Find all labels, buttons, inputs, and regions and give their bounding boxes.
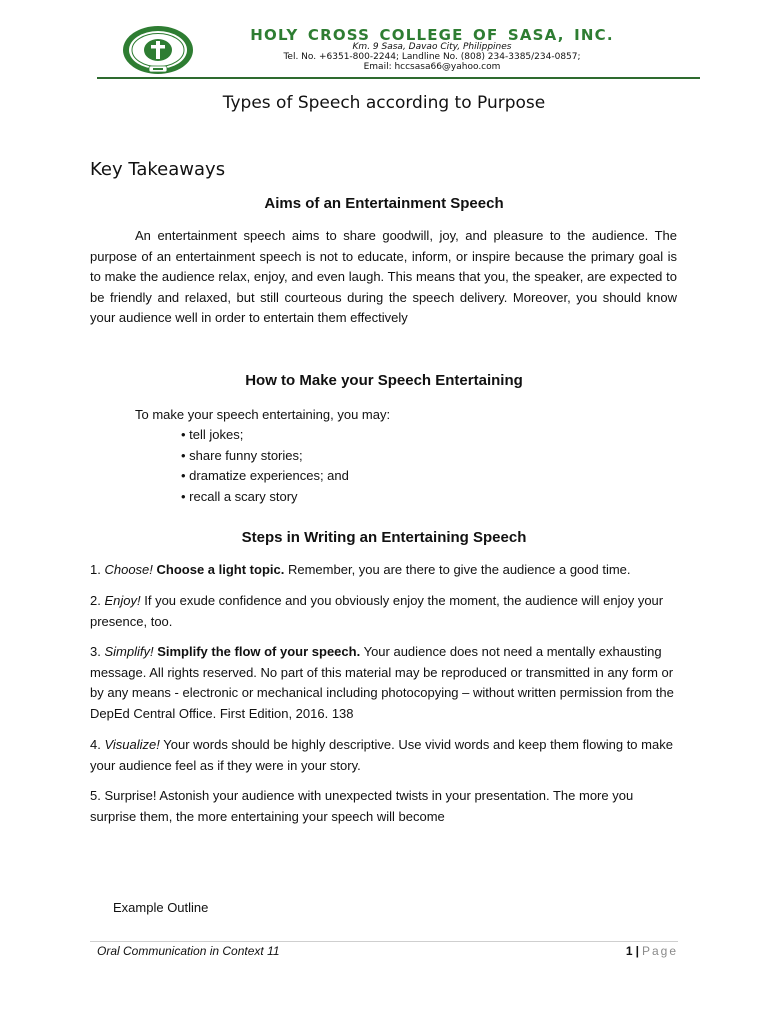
example-outline: Example Outline [113, 900, 209, 915]
step-text: Remember, you are there to give the audience a good time. [287, 562, 631, 577]
footer-course-title: Oral Communication in Context 11 [97, 944, 280, 958]
step-cue: Choose! [104, 562, 153, 577]
college-seal-icon [121, 24, 195, 76]
step-5 [90, 786, 680, 827]
page-separator: | [635, 944, 639, 958]
step-3 [90, 642, 680, 724]
step-text: If you exude confidence and you obviously enjoy the moment, the audience will enjoy your presence, too. [90, 593, 664, 629]
school-address: Km. 9 Sasa, Davao City, Philippines [352, 42, 512, 52]
list-item: • recall a scary story [181, 488, 298, 504]
step-cue: Simplify! [104, 644, 154, 659]
how-to-heading: How to Make your Speech Entertaining [245, 372, 523, 389]
page-number: 1 [625, 944, 633, 958]
step-number: 3. [90, 644, 101, 659]
step-title: Simplify the flow of your speech. [157, 644, 361, 659]
list-item: • share funny stories; [181, 447, 303, 463]
aims-heading: Aims of an Entertainment Speech [264, 195, 504, 212]
step-number: 4. [90, 737, 101, 752]
step-4 [90, 735, 680, 776]
list-item: • dramatize experiences; and [181, 468, 349, 483]
page-label: Page [641, 944, 678, 958]
step-cue: Visualize! [104, 737, 160, 752]
step-1 [90, 560, 680, 581]
steps-heading: Steps in Writing an Entertaining Speech [241, 529, 527, 546]
footer-page-indicator [626, 944, 678, 958]
header-divider [97, 77, 700, 79]
step-text: Your audience does not need a mentally exhausting message. All rights reserved. No part of this material may be reproduced or transmitted in any form or by any means - electronic or mechanical including photocopying – without written permission from the DepEd Central Office. First Edition, 2016. 138 [90, 644, 674, 721]
school-name: HOLY CROSS COLLEGE OF SASA, INC. [250, 26, 614, 44]
list-item: • tell jokes; [181, 427, 244, 442]
school-email: Email: hccsasa66@yahoo.com [363, 62, 501, 72]
school-phone: Tel. No. +6351-800-2244; Landline No. (808) 234-3385/234-0857; [283, 52, 581, 62]
how-to-intro: To make your speech entertaining, you may: [135, 407, 391, 422]
key-takeaways-heading: Key Takeaways [90, 159, 226, 180]
step-cue: Enjoy! [104, 593, 141, 608]
footer-divider [90, 941, 678, 942]
step-number: 5. [90, 788, 101, 803]
tips-list [181, 425, 349, 507]
aims-paragraph: An entertainment speech aims to share goodwill, joy, and pleasure to the audience. The purpose of an entertainment speech is not to educate, inform, or inspire because the primary goal is to make the audience relax, enjoy, and even laugh. This means that you, the speaker, are expected to be friendly and relaxed, but still courteous during the speech delivery. Moreover, you should know your audience well in order to entertain them effectively [90, 228, 677, 325]
step-text: Your words should be highly descriptive. Use vivid words and keep them flowing to make your audience feel as if they were in your story. [90, 737, 673, 773]
step-2 [90, 591, 680, 632]
page-title: Types of Speech according to Purpose [222, 93, 546, 113]
step-text: Surprise! Astonish your audience with unexpected twists in your presentation. The more you surprise them, the more entertaining your speech will become [90, 788, 634, 824]
step-number: 1. [90, 562, 101, 577]
step-title: Choose a light topic. [156, 562, 285, 577]
step-number: 2. [90, 593, 101, 608]
